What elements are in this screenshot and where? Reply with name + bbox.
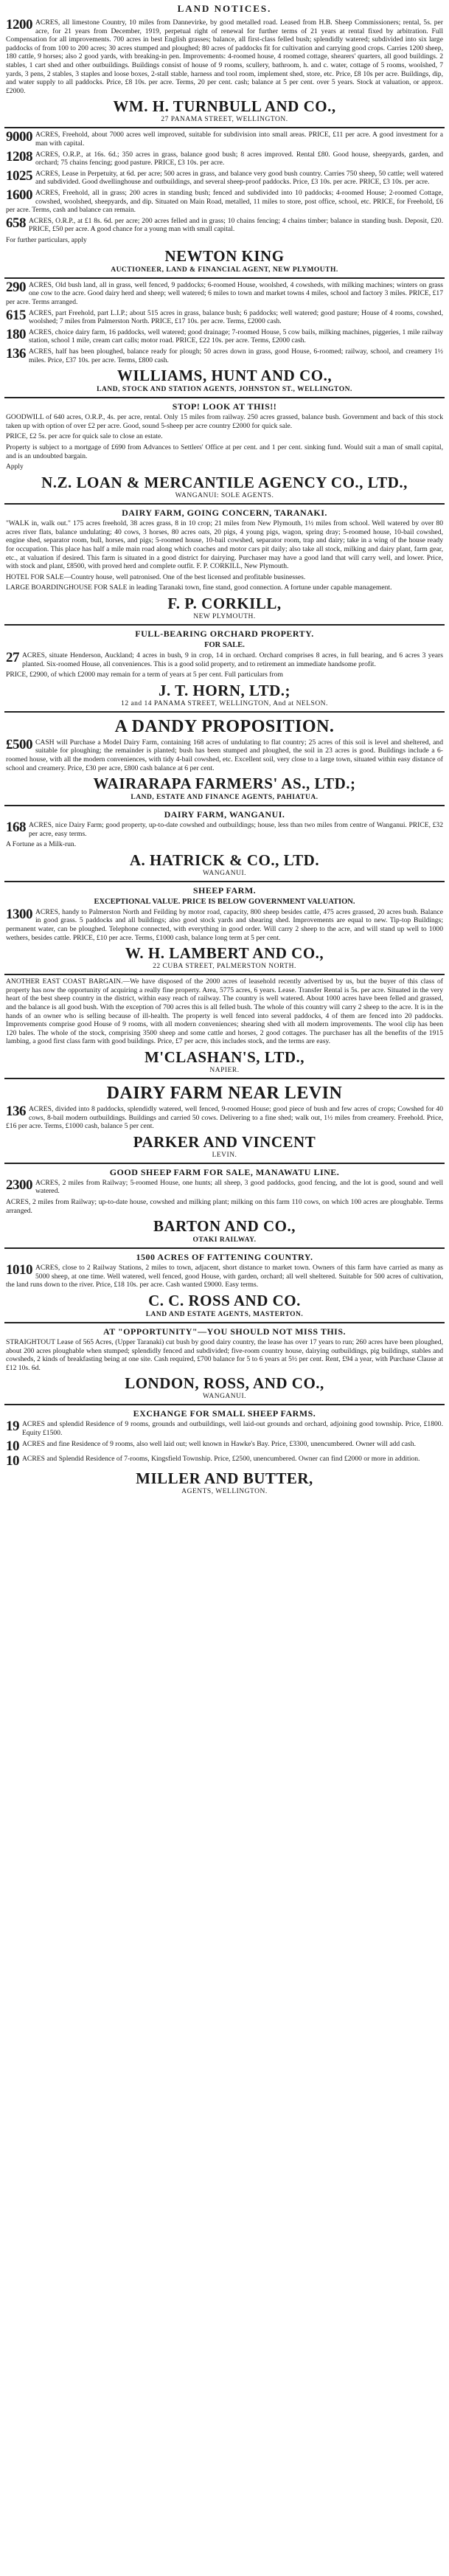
listing-text: ACRES, 2 miles from Railway; 5-roomed House, one hunts; all sheep, 3 good paddocks, good fencing, and the lot is good, sound and well watered. — [35, 1178, 443, 1196]
agent-block — [6, 247, 443, 274]
listing-lead-figure: 658 — [6, 215, 26, 231]
listing-text: ACRES and fine Residence of 9 rooms, also well laid out; well known in Hawke's Bay. Price, £3300, unencumbered. Owner will add cash. — [22, 1439, 416, 1448]
ad-heading: SHEEP FARM. — [192, 884, 257, 896]
listing-text: LARGE BOARDINGHOUSE FOR SALE in leading Taranaki town, fine stand, good connection. A fortune under capable management. — [6, 584, 392, 592]
listing-lead-figure: 10 — [6, 1453, 19, 1469]
agent-name: WILLIAMS, HUNT AND CO., — [116, 367, 333, 385]
listing-paragraph — [6, 1198, 443, 1215]
listing-text: PRICE, £2900, of which £2000 may remain for a term of years at 5 per cent. Full particulars from — [6, 671, 283, 679]
agent-name: A. HATRICK & CO., LTD. — [129, 851, 320, 869]
ad-heading: EXCHANGE FOR SMALL SHEEP FARMS. — [133, 1408, 316, 1419]
listing-paragraph — [6, 150, 443, 167]
ad-headline: A DANDY PROPOSITION. — [114, 716, 335, 736]
listing-lead-figure: 10 — [6, 1438, 19, 1454]
ad-heading: FULL-BEARING ORCHARD PROPERTY. — [135, 628, 314, 639]
listing-text: ACRES, Freehold, about 7000 acres well improved, suitable for subdivision into small areas. PRICE, £11 per acre. A good investment for a man with capital. — [35, 131, 443, 148]
listing-text: ACRES, part Freehold, part L.I.P.; about 515 acres in grass, balance bush; 6 paddocks; well watered; good pasture; House of 4 rooms, cowshed, woolshed; 7 miles from Palmerston North. PRICE, £17 10s. per acre. Terms, £2000 cash. — [29, 308, 443, 326]
listing-paragraph — [6, 1338, 443, 1372]
listing-lead-figure: 1600 — [6, 187, 32, 203]
agent-block — [6, 775, 443, 802]
listing-lead-figure: 27 — [6, 649, 19, 665]
agent-address: WANGANUI. — [202, 869, 247, 877]
listing-paragraph — [6, 131, 443, 148]
listing-text: ACRES, 2 miles from Railway; up-to-date house, cowshed and milking plant; milking on this farm 110 cows, on which 100 acres are ploughable. Terms arranged. — [6, 1197, 443, 1215]
listing-paragraph — [6, 908, 443, 942]
listing-lead-figure: 1010 — [6, 1262, 32, 1278]
listing-lead-figure: 1200 — [6, 17, 32, 32]
listing-paragraph — [6, 281, 443, 307]
agent-name: WAIRARAPA FARMERS' AS., LTD.; — [93, 775, 356, 793]
listing-lead-figure: 290 — [6, 279, 26, 295]
listing-text: A Fortune as a Milk-run. — [6, 840, 77, 849]
ad-nz-loan — [4, 398, 445, 505]
listing-lead-figure: 180 — [6, 326, 26, 342]
ad-heading: GOOD SHEEP FARM FOR SALE, MANAWATU LINE. — [109, 1166, 340, 1177]
agent-address: 22 CUBA STREET, PALMERSTON NORTH. — [153, 963, 296, 971]
ad-barton — [4, 1164, 445, 1249]
listing-lead-figure: 1300 — [6, 906, 32, 922]
listing-paragraph — [6, 443, 443, 460]
agent-block — [6, 1217, 443, 1244]
ads-list — [4, 16, 445, 1499]
agent-description: LAND, ESTATE AND FINANCE AGENTS, PAHIATUA. — [130, 794, 319, 802]
agent-block — [6, 944, 443, 971]
listing-paragraph — [6, 1105, 443, 1131]
agent-name: W. H. LAMBERT AND CO., — [125, 944, 324, 963]
ad-hatrick — [4, 806, 445, 882]
listing-text: ACRES, O.R.P., at 16s. 6d.; 350 acres in grass, balance good bush; 8 acres improved. Rental £80. Good house, sheepyards, garden, and orchard; 75 chains fencing; good pasture. PRICE, £3 10s. per acre. — [35, 150, 443, 167]
agent-name: NEWTON KING — [164, 246, 285, 265]
listing-text: ACRES, divided into 8 paddocks, splendidly watered, well fenced, 9-roomed House; good piece of bush and few acres of crops; Cowshed for 40 cows, 8-bail modern outbuildings. Buildings and carried 50 cows. Delivering to a fine shed; walk out, 1½ miles from creamery. Freehold. Price, £16 per acre. Terms, £1000 cash, balance 5 per cent. — [6, 1105, 443, 1131]
agent-address: WANGANUI. — [202, 1393, 247, 1401]
listing-text: ACRES and Splendid Residence of 7-rooms, Kingsfield Township. Price, £2500, unencumbered. Owner can find £2000 or more in addition. — [22, 1454, 420, 1463]
agent-address: NAPIER. — [209, 1067, 240, 1074]
listing-text: ACRES, O.R.P., at £1 8s. 6d. per acre; 200 acres felled and in grass; 10 chains fencing; 4 chains timber; balance in standing bush. Deposit, £20. PRICE, £50 per acre. A good chance for a young man with small capital. — [29, 216, 443, 234]
listing-paragraph — [6, 651, 443, 668]
listing-paragraph — [6, 432, 443, 441]
ad-headline: DAIRY FARM NEAR LEVIN — [106, 1084, 343, 1103]
listing-text: ACRES, handy to Palmerston North and Feilding by motor road, capacity, 800 sheep besides cattle, 475 acres grassed, 20 acres bush. Balance in good grass. 5 paddocks and all buildings; also good stock yards and shearing shed. Improvements are equal to new. Tip-top Buildings; permanent water, can be ploughed. Telephone connected, with everything in good order. Will carry 2 sheep to the acre, and will stand up well to 1000 wethers, besides cattle. PRICE, £10 per acre. Terms, £1000 cash, balance long term at 5 per cent. — [6, 907, 443, 942]
listing-paragraph — [6, 1264, 443, 1289]
agent-block — [6, 474, 443, 500]
listing-text: ACRES, Freehold, all in grass; 200 acres in standing bush; fenced and subdivided into 10 paddocks; 4-roomed House; 2-roomed Cottage, cowshed, woolshed, sheepyards, and dip. Situated on Main Road, metalled, 11 miles to store, post office, school, etc. PRICE, for Freehold, £6 per acre. Terms, cash and balance can remain. — [6, 188, 443, 215]
listing-paragraph — [6, 821, 443, 838]
agent-name: LONDON, ROSS, AND CO., — [125, 1374, 324, 1393]
listing-paragraph — [6, 1420, 443, 1437]
listing-text: ACRES, situate Henderson, Auckland; 4 acres in bush, 9 in crop, 14 in orchard. Orchard comprises 8 acres, in full bearing, and 6 acres 3 years planted. Six-roomed House, all conveniences. This is a good solid property, and to retirement an immediate handsome profit. — [22, 651, 443, 668]
listing-paragraph — [6, 584, 443, 592]
listing-paragraph — [6, 189, 443, 215]
listing-paragraph — [6, 977, 443, 1046]
ad-london-ross — [4, 1323, 445, 1405]
apply-note: Apply — [6, 463, 24, 471]
listing-text: ACRES, Lease in Perpetuity, at 6d. per acre; 500 acres in grass, and balance very good bush country. Carries 750 sheep, 50 cattle; well watered and subdivided. Good dwellinghouse and outbuildings, and several sheep-proof paddocks. Price, £3 10s. per acre. PRICE, £3 10s. per acre. — [35, 169, 443, 187]
ad-miller-butter — [4, 1405, 445, 1498]
agent-block — [6, 367, 443, 394]
listing-lead-figure: 615 — [6, 307, 26, 323]
section-title: LAND NOTICES. — [177, 3, 272, 14]
listing-text: ACRES and splendid Residence of 9 rooms, grounds and outbuildings, well laid-out grounds and orchard, adjoining good township. Price, £1800. Equity £1500. — [22, 1420, 443, 1437]
listing-paragraph — [6, 1179, 443, 1196]
agent-description: AUCTIONEER, LAND & FINANCIAL AGENT, NEW PLYMOUTH. — [111, 266, 338, 274]
listing-lead-figure: 168 — [6, 820, 26, 836]
listing-paragraph — [6, 413, 443, 430]
listing-lead-figure: 9000 — [6, 129, 32, 145]
listing-paragraph — [6, 1455, 443, 1467]
agent-name: BARTON AND CO., — [153, 1217, 296, 1236]
ad-newton-king — [4, 128, 445, 279]
ad-turnbull — [4, 16, 445, 128]
listing-lead-figure: 2300 — [6, 1177, 32, 1193]
listing-text: ACRES, close to 2 Railway Stations, 2 miles to town, adjacent, short distance to market town. Owners of this farm have carried as many as 5000 sheep, at one time. Well watered, well fenced, good House, with garden, orchard; all well sheltered. Suitable for 500 acres of cultivation, the land runs down to the river. Price, £18 10s. per acre. Cash wanted £9000. Easy terms. — [6, 1264, 443, 1289]
agent-address: LEVIN. — [212, 1151, 237, 1159]
agent-address: WANGANUI: SOLE AGENTS. — [175, 492, 274, 500]
ad-mclashan — [4, 975, 445, 1079]
ad-corkill — [4, 505, 445, 626]
agent-block — [6, 97, 443, 124]
ad-heading: AT "OPPORTUNITY"—YOU SHOULD NOT MISS THIS. — [102, 1326, 347, 1337]
agent-address: 12 and 14 PANAMA STREET, WELLINGTON, And at NELSON. — [121, 699, 328, 707]
listing-paragraph — [6, 167, 443, 187]
listing-text: CASH will Purchase a Model Dairy Farm, containing 168 acres of undulating to flat country; 25 acres of this soil is level and sheltered, and suitable for ploughing; the remainder is planted; bush has been stumped and ploughed, the soil in 23 acres is good. Buildings include a 6-roomed house, with all the modern conveniences, with tidy 4-bail cowshed, etc. Excellent soil, very close to a large town, situated within easy distance of school and creamery. Price, £30 per acre, £800 cash balance at 6 per cent. — [6, 738, 443, 772]
listing-paragraph — [6, 840, 443, 849]
agent-description: LAND, STOCK AND STATION AGENTS, JOHNSTON ST., WELLINGTON. — [97, 386, 352, 394]
listing-text: HOTEL FOR SALE—Country house, well patronised. One of the best licensed and profitable businesses. — [6, 572, 306, 581]
apply-note: For further particulars, apply — [6, 236, 87, 244]
agent-name: J. T. HORN, LTD.; — [158, 681, 291, 699]
listing-lead-figure: 136 — [6, 1104, 26, 1119]
listing-text: "WALK in, walk out." 175 acres freehold, 38 acres grass, 8 in 10 crop; 21 miles from New Plymouth, 1½ miles from school. Well watered by over 80 acres river flats, balance undulating; 40 cows, 3 horses, 80 acres oats, 20 pigs, 4 young pigs, wagon, spring dray; 5-roomed house, 10-bail cowshed, engine shed, separator room, bull, horses, and pigs; 5-roomed house, 10-bail cowshed, separator room, trap and dairy; take in a wing of the house ready for occupation. This place has half a mile main road along which coaches and motor cars pit daily; also take all stock, milking and dairy plant, farm gear, etc., at valuation if desired. This farm is situated in a good district for dairying. Purchaser may have a good land that will carry well, and lower. Price, with stock and plant, £8500, with proved herd and complete outfit. F. P. CORKILL, New Plymouth. — [6, 519, 443, 571]
listing-text: GOODWILL of 640 acres, O.R.P., 4s. per acre, rental. Only 15 miles from railway. 250 acres grassed, balance bush. Government and back of this stock taken up with option of over £2 per acre. Good, sound 5-sheep per acre country £2000 for quick sale. — [6, 413, 443, 430]
agent-block — [6, 1133, 443, 1160]
agent-block — [6, 595, 443, 621]
listing-lead-figure: 1025 — [6, 167, 32, 184]
listing-lead-figure: 19 — [6, 1419, 19, 1435]
listing-text: ACRES, half has been ploughed, balance ready for plough; 50 acres down in grass, good House, 6-roomed; railway, school, and creamery 1½ miles. Price, £37 10s. per acre. Terms, £800 cash. — [29, 347, 443, 364]
listing-paragraph — [6, 217, 443, 234]
listing-paragraph — [6, 738, 443, 772]
agent-name: PARKER AND VINCENT — [133, 1132, 316, 1151]
listing-text: ACRES, all limestone Country, 10 miles from Dannevirke, by good metalled road. Leased from H.B. Sheep Commissioners; rental, 5s. per acre, for 21 years from December, 1919, perpetual right of renewal for further terms of 21 years at rental fixed by arbitration. Full Compensation for all improvements. 700 acres in best English grasses; balance, all first-class felled bush; splendidly watered; subdivided into six large paddocks of from 100 to 200 acres; 30 acres stumped and ploughed; 80 acres of paddocks fit for cultivation and carrying good crops. Carries 1200 sheep, 180 cattle, 9 horses; also 2 good yards, with breaking-in pen. Improvements: 4-roomed house, 4 roomed cottage, shearers' quarters, all good buildings. 2 stables, 1 cart shed and other outbuildings. Buildings consist of house of 9 rooms, scullery, bathroom, h. and c. water, cottage of 5 rooms, woolshed, 7 yards, 3 pens, 2 stables, 3 staples and loose boxes, 2-stall stable, harness and tool room, implement shed, store, etc. Price, £8 10s per acre. Buildings, dip, and water supply to all paddocks. Price, £8 10s. per acre. Terms, 20 per cent. cash; balance at 5 per cent. over 5 years. Stock at valuation, or approx. £2000. — [6, 18, 443, 95]
listing-paragraph — [6, 347, 443, 364]
agent-name: WM. H. TURNBULL AND CO., — [113, 97, 336, 116]
listing-paragraph — [6, 1440, 443, 1453]
agent-name: M'CLASHAN'S, LTD., — [144, 1048, 305, 1066]
ad-subheading: EXCEPTIONAL VALUE. PRICE IS BELOW GOVERNMENT VALUATION. — [94, 897, 355, 906]
listing-lead-figure: £500 — [6, 736, 32, 752]
agent-address: 27 PANAMA STREET, WELLINGTON. — [161, 116, 288, 124]
agent-name: N.Z. LOAN & MERCANTILE AGENCY CO., LTD., — [41, 474, 408, 492]
listing-text: STRAIGHTOUT Lease of 565 Acres, (Upper Taranaki) cut bush by good dairy country, the lease has over 17 years to run; 260 acres have been ploughed, about 200 acres ploughable when stumped; splendidly fenced and subdivided; five-room country house, dairying outbuildings, pig buildings, stables and cowsheds, 2 kinds of breakfasting being at one site. Cash required, £700 balance for 5 to 6 years at 5½ per cent. Rent, £94 a year, with Purchase Clause at £12 10s. 6d. — [6, 1337, 443, 1372]
listing-paragraph — [6, 573, 443, 582]
agent-block — [6, 851, 443, 878]
ad-parker-vincent — [4, 1079, 445, 1164]
agent-block — [6, 682, 443, 708]
agent-name: F. P. CORKILL, — [167, 594, 282, 612]
listing-paragraph — [6, 328, 443, 345]
listing-paragraph — [6, 309, 443, 326]
listing-text: Property is subject to a mortgage of £690 from Advances to Settlers' Office at per cent. and 1 per cent. sinking fund. Would suit a man of small capital, and is an undoubted bargain. — [6, 443, 443, 460]
agent-block — [6, 1048, 443, 1075]
ad-horn — [4, 626, 445, 713]
ad-heading: DAIRY FARM, WANGANUI. — [164, 809, 285, 820]
ad-lambert — [4, 882, 445, 975]
agent-block — [6, 1469, 443, 1496]
ad-heading: 1500 ACRES OF FATTENING COUNTRY. — [136, 1252, 313, 1263]
agent-description: OTAKI RAILWAY. — [192, 1236, 257, 1244]
listing-paragraph — [6, 18, 443, 95]
agent-name: C. C. ROSS AND CO. — [148, 1291, 301, 1309]
ad-wairarapa — [4, 713, 445, 806]
agent-description: LAND AND ESTATE AGENTS, MASTERTON. — [145, 1310, 304, 1318]
ad-heading: DAIRY FARM, GOING CONCERN, TARANAKI. — [122, 508, 327, 519]
listing-text: ACRES, choice dairy farm, 16 paddocks, well watered; good drainage; 7-roomed House, 5 cow bails, milking machines, piggeries, 1 mile railway station, school 1 mile, cream cart calls; motor road. PRICE, £22 10s. per acre. Terms, £2000 cash. — [29, 328, 443, 345]
agent-address: NEW PLYMOUTH. — [193, 612, 256, 620]
ad-heading: STOP! LOOK AT THIS!! — [172, 401, 277, 412]
ad-williams-hunt — [4, 279, 445, 398]
listing-paragraph — [6, 671, 443, 679]
listing-lead-figure: 136 — [6, 346, 26, 362]
land-notices-column — [4, 0, 445, 1499]
agent-block — [6, 1374, 443, 1401]
listing-text: ACRES, Old bush land, all in grass, well fenced, 9 paddocks; 6-roomed House, woolshed, 4 cowsheds, with milking machines; winters on grass one cow to the acre. Good dairy herd and sheep; well watered; 6 miles to town and market towns 4 miles, school and factory 3 miles. PRICE, £17 per acre. Terms arranged. — [6, 280, 443, 307]
ad-ross — [4, 1249, 445, 1323]
listing-text: PRICE, £2 5s. per acre for quick sale to close an estate. — [6, 432, 163, 441]
listing-text: ACRES, nice Dairy Farm; good property, up-to-date cowshed and outbuildings; house, less than two miles from centre of Wanganui. PRICE, £32 per acre, easy terms. — [29, 821, 443, 838]
agent-block — [6, 1292, 443, 1319]
listing-paragraph — [6, 519, 443, 571]
agent-name: MILLER AND BUTTER, — [136, 1469, 313, 1487]
ad-subheading: FOR SALE. — [204, 640, 245, 649]
listing-text: ANOTHER EAST COAST BARGAIN.—We have disposed of the 2000 acres of leasehold recently advertised by us, but the buyer of this class of property has now the opportunity of acquiring a really fine property. Area, 5775 acres, 6 years. Lease. Transfer Rental is 5s. per acre. Situated in the very heart of the best sheep country in the district, within easy reach of railway. The country is well watered. About 1000 acres have been felled and grassed, and the balance is all good bush. With the exception of 700 acres this is all felled bush. The whole of this country will carry 2 sheep to the acre. It is in the hands of an owner who is selling because of ill-health. The property is well fenced into several paddocks, 4 of them are fenced into 20 paddocks. Improvements comprise good House of 9 rooms, with all modern conveniences; shearing shed with all modern improvements. The wool clip has been 120 bales. The whole of the stock, comprising 3500 sheep and some cattle and horses, 2 good cottages. The purchaser has all the benefits of the 1915 lambing, a good first class farm with good buildings. Price, £7 per acre, this includes stock, and the terms are easy. — [6, 977, 443, 1046]
listing-lead-figure: 1208 — [6, 148, 32, 165]
agent-address: AGENTS, WELLINGTON. — [181, 1487, 268, 1495]
